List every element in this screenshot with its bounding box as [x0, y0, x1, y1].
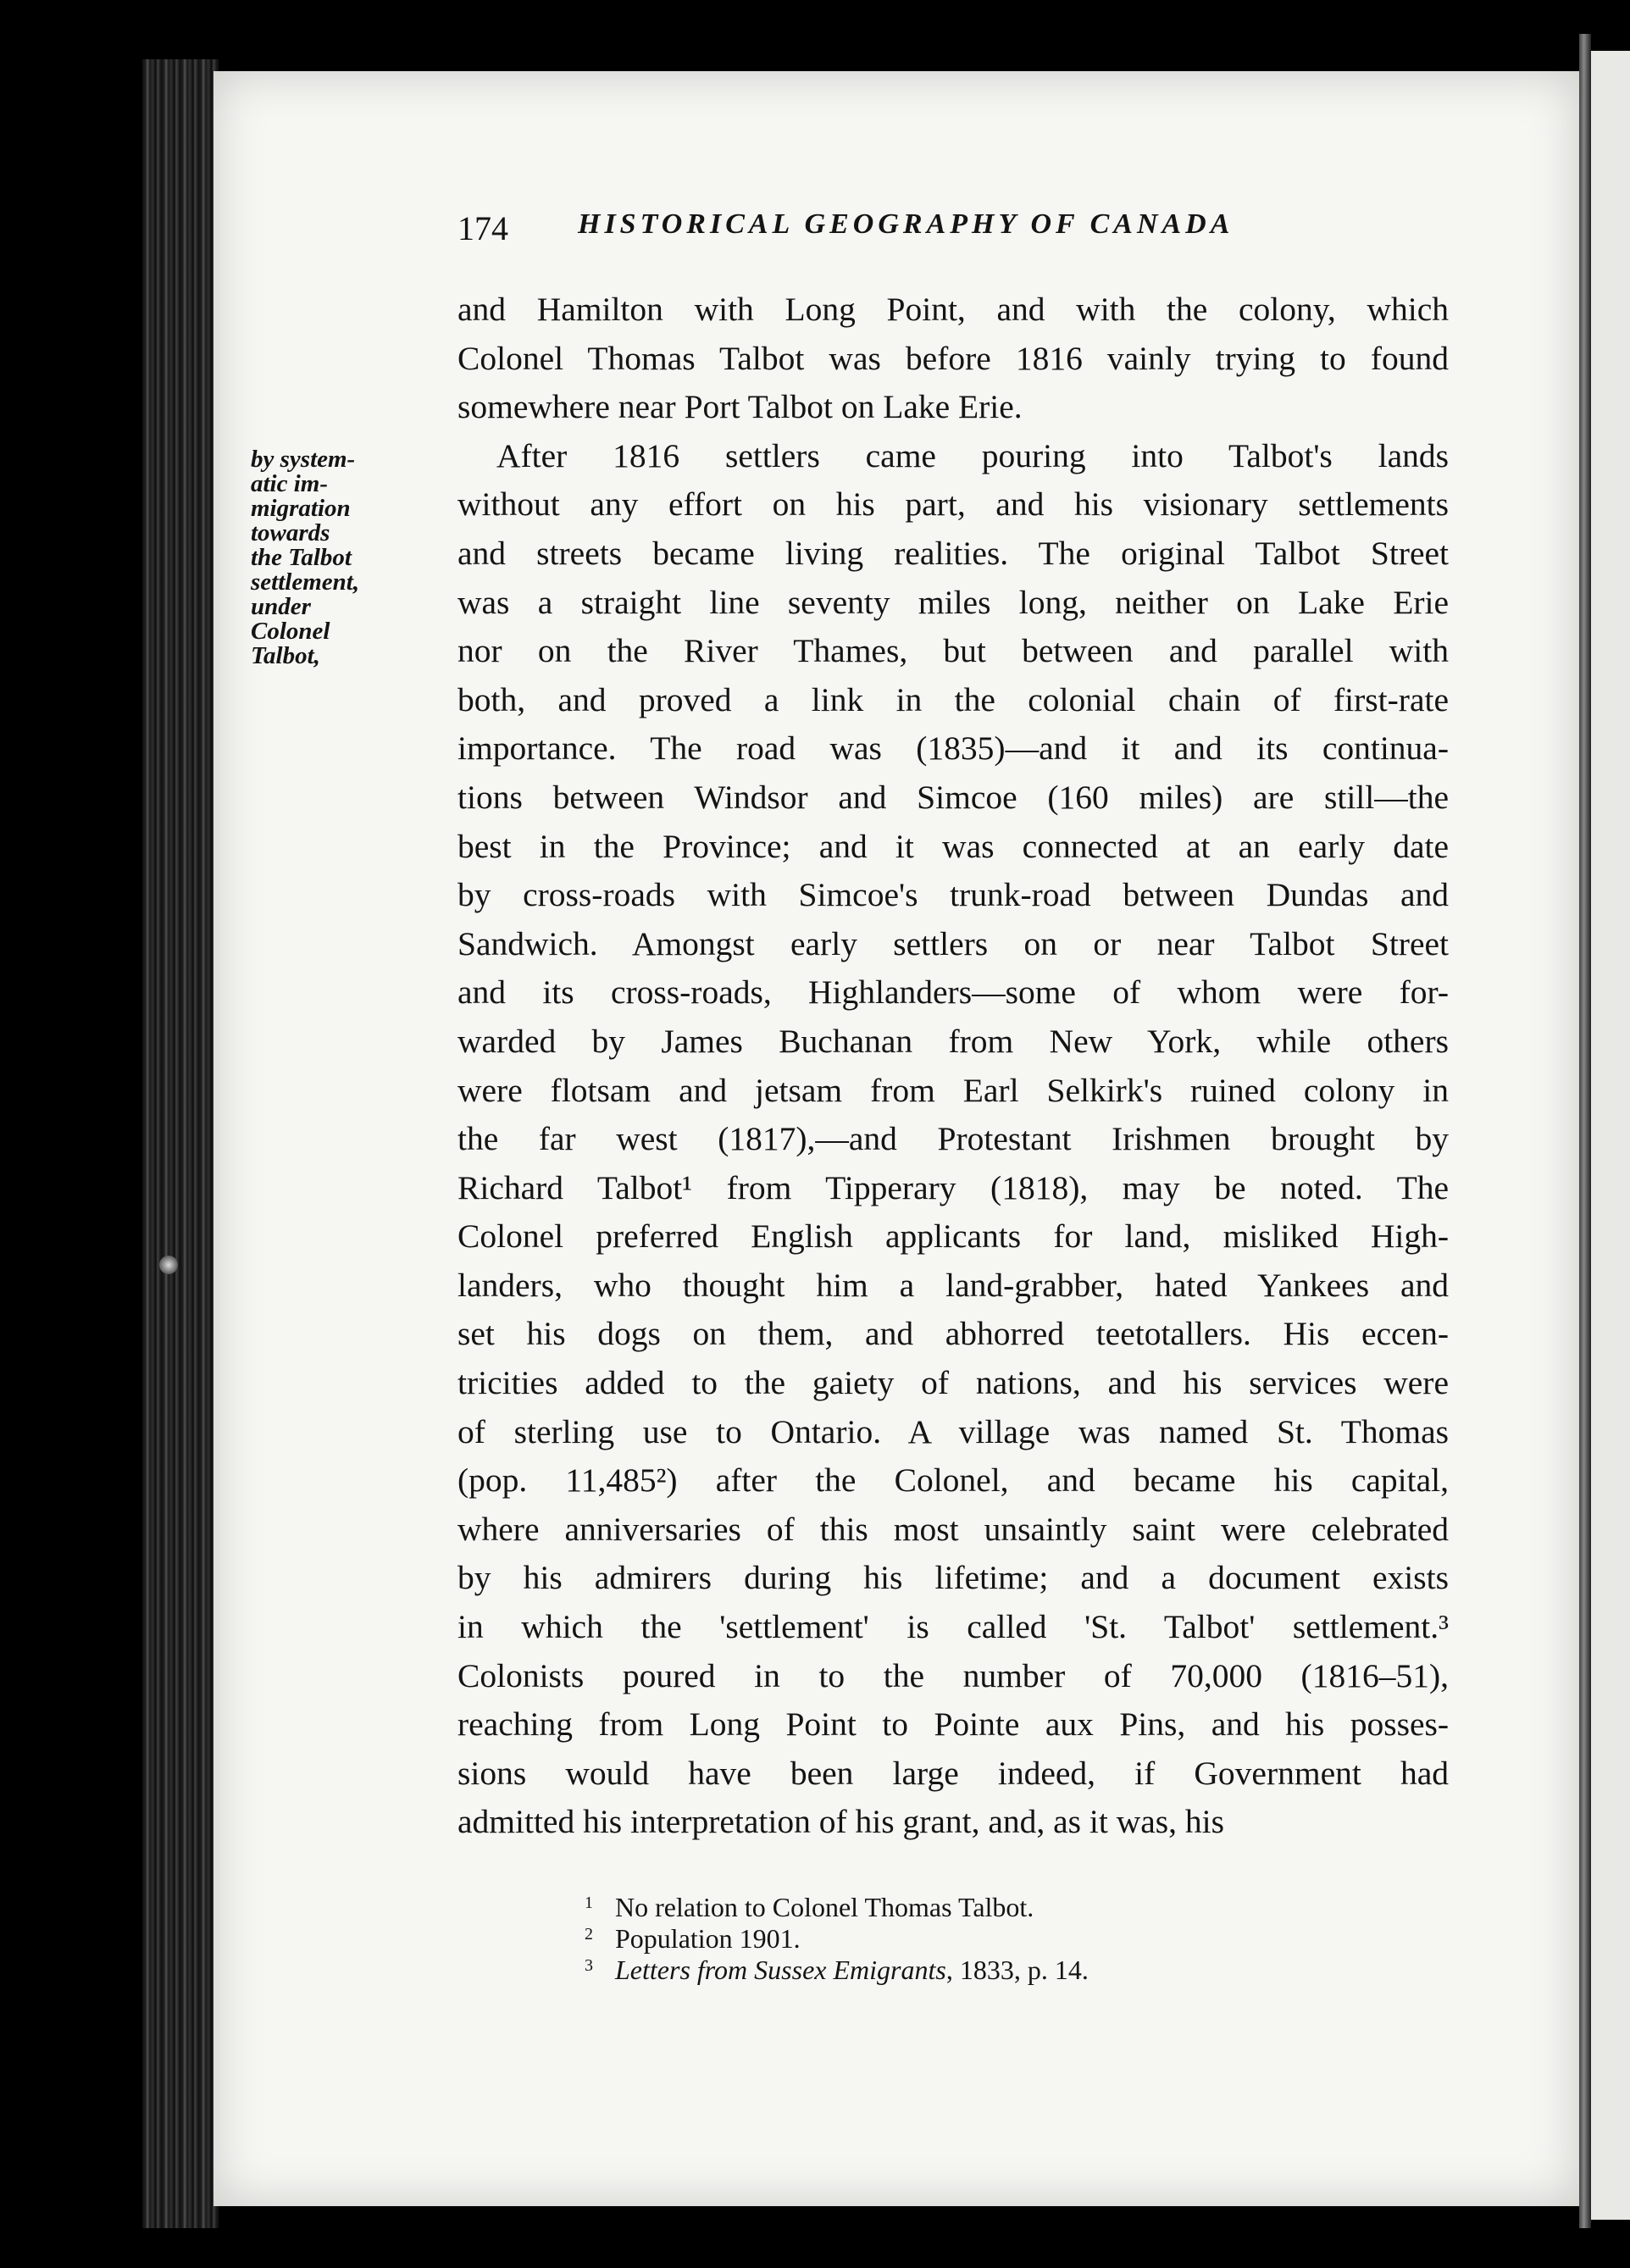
footnote-cited-title: Letters from Sussex Emigrants: [615, 1955, 946, 1985]
footnote-marker: 2: [585, 1925, 593, 1944]
text-line: the far west (1817),—and Protestant Irishmen brought by: [457, 1120, 1449, 1158]
text-line: and streets became living realities. The original Talbot Street: [457, 534, 1449, 572]
text-line: set his dogs on them, and abhorred teetotallers. His eccen-: [457, 1315, 1449, 1353]
page-edge-shadow: [1579, 34, 1591, 2228]
text-line: tions between Windsor and Simcoe (160 miles) are still—the: [457, 778, 1449, 816]
text-line: tricities added to the gaiety of nations, and his services were: [457, 1364, 1449, 1402]
running-header: [457, 208, 1339, 259]
text-line: Colonel preferred English applicants for land, misliked High-: [457, 1217, 1449, 1256]
text-line: Colonel Thomas Talbot was before 1816 vainly trying to found: [457, 339, 1449, 377]
text-line: reaching from Long Point to Pointe aux Pins, and his posses-: [457, 1705, 1449, 1744]
text-line: of sterling use to Ontario. A village was named St. Thomas: [457, 1412, 1449, 1450]
sidenote-line: migration: [251, 495, 351, 522]
text-line: importance. The road was (1835)—and it and its continua-: [457, 729, 1449, 768]
page-number: 174: [457, 209, 508, 247]
sidenote-line: settlement,: [251, 568, 360, 596]
text-line: After 1816 settlers came pouring into Talbot's lands: [496, 436, 1449, 474]
running-title: HISTORICAL GEOGRAPHY OF CANADA: [578, 208, 1234, 240]
sidenote-line: the Talbot: [251, 544, 352, 571]
sidenote-line: Talbot,: [251, 642, 320, 669]
body-text: [457, 286, 1449, 1847]
adjacent-page-edge: [1591, 51, 1630, 2220]
text-line: and Hamilton with Long Point, and with the colony, which: [457, 291, 1449, 328]
footnote-3: [585, 1955, 1347, 1986]
footnote-1: [585, 1892, 1347, 1923]
text-line: where anniversaries of this most unsaintly saint were celebrated: [457, 1510, 1449, 1548]
sidenote-line: under: [251, 593, 311, 620]
text-line: in which the 'settlement' is called 'St. Talbot' settlement.³: [457, 1608, 1449, 1646]
spine-hole-mark: [159, 1256, 178, 1274]
text-line: by his admirers during his lifetime; and a document exists: [457, 1559, 1449, 1597]
text-line: landers, who thought him a land-grabber, hated Yankees and: [457, 1266, 1449, 1304]
footnote-2: [585, 1923, 1347, 1955]
text-line: was a straight line seventy miles long, neither on Lake Erie: [457, 583, 1449, 621]
text-line: (pop. 11,485²) after the Colonel, and became his capital,: [457, 1461, 1449, 1500]
text-line: and its cross-roads, Highlanders—some of whom were for-: [457, 973, 1449, 1012]
footnote-marker: 3: [585, 1956, 593, 1975]
text-line: somewhere near Port Talbot on Lake Erie.: [457, 388, 1023, 426]
text-line: best in the Province; and it was connected at an early date: [457, 827, 1449, 865]
sidenote-line: towards: [251, 519, 330, 546]
text-line: sions would have been large indeed, if Government had: [457, 1754, 1449, 1792]
text-line: without any effort on his part, and his visionary settlements: [457, 485, 1449, 524]
text-line: nor on the River Thames, but between and parallel with: [457, 632, 1449, 670]
sidenote-line: atic im-: [251, 470, 329, 497]
text-line: warded by James Buchanan from New York, while others: [457, 1022, 1449, 1060]
margin-sidenote: [251, 447, 454, 668]
text-line: were flotsam and jetsam from Earl Selkirk's ruined colony in: [457, 1071, 1449, 1109]
footnote-text: , 1833, p. 14.: [945, 1955, 1089, 1985]
text-line: Colonists poured in to the number of 70,000 (1816–51),: [457, 1656, 1449, 1694]
text-line: both, and proved a link in the colonial chain of first-rate: [457, 680, 1449, 718]
sidenote-line: Colonel: [251, 618, 330, 645]
text-line: Richard Talbot¹ from Tipperary (1818), may be noted. The: [457, 1168, 1449, 1206]
footnote-text: No relation to Colonel Thomas Talbot.: [615, 1892, 1034, 1922]
footnote-text: Population 1901.: [615, 1923, 801, 1954]
footnote-marker: 1: [585, 1894, 593, 1912]
text-line: Sandwich. Amongst early settlers on or near Talbot Street: [457, 924, 1449, 962]
text-line: admitted his interpretation of his grant, and, as it was, his: [457, 1803, 1225, 1841]
book-spine: [142, 59, 219, 2228]
sidenote-line: by system-: [251, 446, 356, 473]
footnotes: [585, 1892, 1347, 1986]
text-line: by cross-roads with Simcoe's trunk-road between Dundas and: [457, 876, 1449, 914]
